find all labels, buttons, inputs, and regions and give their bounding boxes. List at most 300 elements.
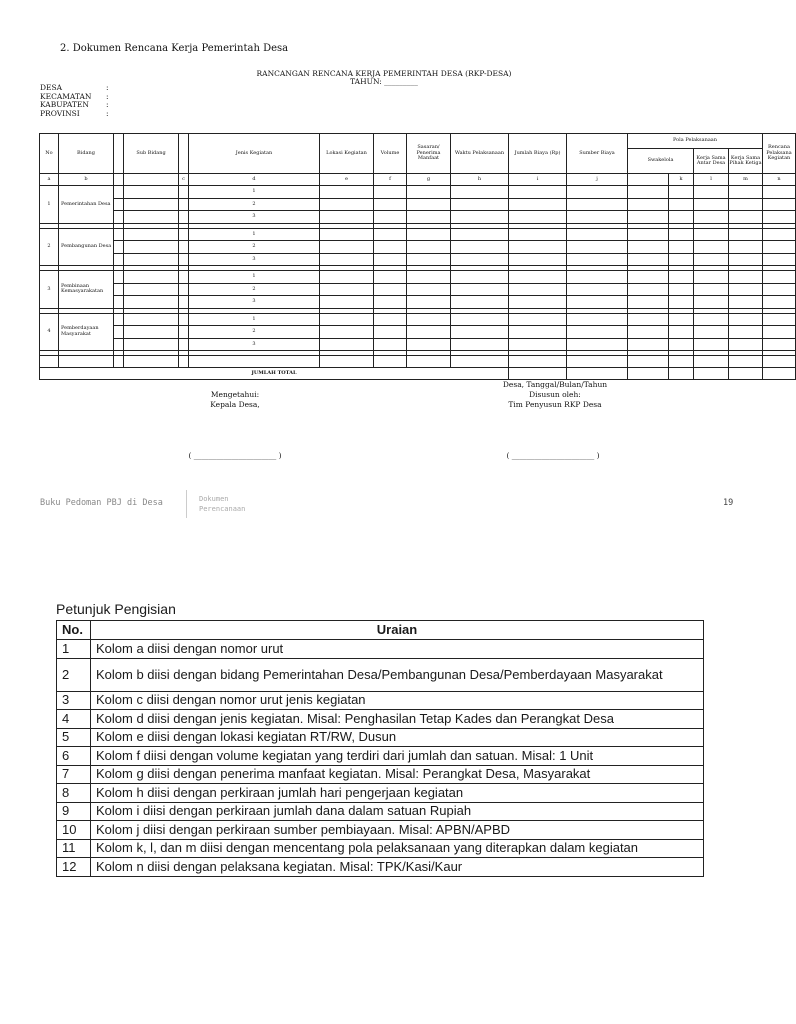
table-cell xyxy=(114,186,124,199)
table-cell xyxy=(729,228,763,241)
col-letter: i xyxy=(509,174,567,186)
table-cell xyxy=(694,271,729,284)
table-cell xyxy=(669,313,694,326)
table-cell xyxy=(669,198,694,211)
table-cell xyxy=(669,326,694,339)
header-spacer xyxy=(114,134,124,174)
table-row xyxy=(40,198,796,211)
table-cell xyxy=(763,338,796,351)
table-cell xyxy=(694,211,729,224)
table-cell xyxy=(374,211,407,224)
header-bidang: Bidang xyxy=(59,134,114,174)
table-cell xyxy=(567,211,628,224)
table-cell xyxy=(451,241,509,254)
table-cell xyxy=(407,228,451,241)
col-letter-empty xyxy=(628,174,669,186)
table-cell xyxy=(114,198,124,211)
table-cell xyxy=(374,296,407,309)
table-cell xyxy=(509,338,567,351)
petunjuk-row xyxy=(57,728,704,747)
table-cell xyxy=(320,211,374,224)
table-cell xyxy=(509,228,567,241)
petunjuk-no: 6 xyxy=(57,747,91,766)
header-rencana-pelaksana: Rencana Pelaksana Kegiatan xyxy=(763,134,796,174)
petunjuk-table xyxy=(56,620,704,877)
table-cell xyxy=(567,253,628,266)
table-cell xyxy=(40,356,59,368)
petunjuk-row xyxy=(57,765,704,784)
table-cell xyxy=(114,211,124,224)
table-cell xyxy=(407,241,451,254)
table-cell xyxy=(509,198,567,211)
table-cell xyxy=(509,326,567,339)
col-letter: f xyxy=(374,174,407,186)
table-cell xyxy=(729,211,763,224)
table-cell xyxy=(694,253,729,266)
table-cell xyxy=(179,271,189,284)
signature-right xyxy=(470,380,640,410)
table-cell xyxy=(628,211,669,224)
table-cell xyxy=(628,228,669,241)
group-no: 3 xyxy=(40,271,59,309)
table-cell xyxy=(320,198,374,211)
table-cell xyxy=(669,253,694,266)
table-cell xyxy=(729,356,763,368)
letters-row xyxy=(40,174,796,186)
group-bidang: Pemerintahan Desa xyxy=(59,186,114,224)
table-cell xyxy=(628,338,669,351)
petunjuk-uraian: Kolom a diisi dengan nomor urut xyxy=(91,640,704,659)
location-fields xyxy=(40,84,109,118)
table-cell xyxy=(374,198,407,211)
petunjuk-header-uraian: Uraian xyxy=(91,621,704,640)
table-cell xyxy=(451,198,509,211)
table-cell xyxy=(124,313,179,326)
meta-colon: : xyxy=(106,83,109,92)
table-row xyxy=(40,241,796,254)
table-cell xyxy=(628,368,669,380)
table-cell xyxy=(374,356,407,368)
sub-number: 1 xyxy=(189,313,320,326)
table-cell xyxy=(114,253,124,266)
meta-label: KECAMATAN xyxy=(40,91,92,101)
table-cell xyxy=(763,198,796,211)
table-cell xyxy=(669,368,694,380)
petunjuk-no: 5 xyxy=(57,728,91,747)
header-sasaran: Sasaran/ Penerima Manfaat xyxy=(407,134,451,174)
header-jenis-kegiatan: Jenis Kegiatan xyxy=(189,134,320,174)
table-cell xyxy=(567,271,628,284)
table-cell xyxy=(114,296,124,309)
table-cell xyxy=(628,313,669,326)
petunjuk-no: 11 xyxy=(57,839,91,858)
header-kerjasama-pihak: Kerja Sama Pihak Ketiga xyxy=(729,149,763,174)
table-cell xyxy=(320,186,374,199)
col-letter: a xyxy=(40,174,59,186)
table-cell xyxy=(179,338,189,351)
sub-number: 2 xyxy=(189,283,320,296)
table-cell xyxy=(320,253,374,266)
signature-right-line: Disusun oleh: xyxy=(529,390,581,399)
petunjuk-no: 9 xyxy=(57,802,91,821)
petunjuk-no: 2 xyxy=(57,658,91,691)
table-cell xyxy=(509,186,567,199)
table-cell xyxy=(628,271,669,284)
meta-row-provinsi xyxy=(40,110,109,119)
table-cell xyxy=(509,368,567,380)
petunjuk-uraian: Kolom d diisi dengan jenis kegiatan. Misal: Penghasilan Tetap Kades dan Perangkat Desa xyxy=(91,710,704,729)
table-row xyxy=(40,228,796,241)
table-cell xyxy=(509,271,567,284)
table-cell xyxy=(451,326,509,339)
group-bidang: Pembangunan Desa xyxy=(59,228,114,266)
footer-divider xyxy=(186,490,187,518)
table-cell xyxy=(179,241,189,254)
table-cell xyxy=(729,271,763,284)
table-cell xyxy=(179,253,189,266)
section-title: 2. Dokumen Rencana Kerja Pemerintah Desa xyxy=(60,43,289,54)
table-cell xyxy=(124,211,179,224)
table-cell xyxy=(694,356,729,368)
header-sub-bidang: Sub Bidang xyxy=(124,134,179,174)
petunjuk-uraian: Kolom g diisi dengan penerima manfaat kegiatan. Misal: Perangkat Desa, Masyarakat xyxy=(91,765,704,784)
table-cell xyxy=(407,271,451,284)
table-cell xyxy=(567,186,628,199)
header-jumlah-biaya: Jumlah Biaya (Rp) xyxy=(509,134,567,174)
petunjuk-header-no: No. xyxy=(57,621,91,640)
col-letter: m xyxy=(729,174,763,186)
header-volume: Volume xyxy=(374,134,407,174)
table-row xyxy=(40,186,796,199)
table-cell xyxy=(374,283,407,296)
table-cell xyxy=(124,326,179,339)
table-cell xyxy=(451,296,509,309)
table-cell xyxy=(763,241,796,254)
table-cell xyxy=(763,283,796,296)
col-letter: d xyxy=(189,174,320,186)
sub-number: 1 xyxy=(189,271,320,284)
meta-label: KABUPATEN xyxy=(40,100,89,110)
table-cell xyxy=(114,283,124,296)
table-cell xyxy=(124,296,179,309)
group-no: 2 xyxy=(40,228,59,266)
signature-left-blank: ( ______________________ ) xyxy=(188,451,282,460)
table-cell xyxy=(407,296,451,309)
meta-colon: : xyxy=(106,108,109,118)
table-cell xyxy=(509,211,567,224)
petunjuk-uraian: Kolom n diisi dengan pelaksana kegiatan. Misal: TPK/Kasi/Kaur xyxy=(91,858,704,877)
table-row xyxy=(40,211,796,224)
table-cell xyxy=(509,356,567,368)
table-cell xyxy=(729,296,763,309)
header-no: No xyxy=(40,134,59,174)
header-lokasi: Lokasi Kegiatan xyxy=(320,134,374,174)
table-cell xyxy=(124,253,179,266)
table-cell xyxy=(124,271,179,284)
petunjuk-no: 8 xyxy=(57,784,91,803)
table-cell xyxy=(179,211,189,224)
table-cell xyxy=(694,186,729,199)
table-cell xyxy=(694,296,729,309)
table-cell xyxy=(320,241,374,254)
page-number: 19 xyxy=(723,498,734,508)
footer-section xyxy=(199,494,245,514)
table-cell xyxy=(567,296,628,309)
table-cell xyxy=(320,313,374,326)
table-cell xyxy=(407,283,451,296)
table-cell xyxy=(124,241,179,254)
document-title: RANCANGAN RENCANA KERJA PEMERINTAH DESA (RKP-DESA) xyxy=(256,69,512,78)
table-cell xyxy=(114,326,124,339)
table-cell xyxy=(628,283,669,296)
col-letter: n xyxy=(763,174,796,186)
table-cell xyxy=(669,296,694,309)
table-cell xyxy=(179,186,189,199)
col-letter: k xyxy=(669,174,694,186)
sub-number: 1 xyxy=(189,186,320,199)
table-row xyxy=(40,283,796,296)
meta-label: PROVINSI xyxy=(40,108,80,118)
sub-number: 2 xyxy=(189,241,320,254)
table-cell xyxy=(407,338,451,351)
table-cell xyxy=(669,356,694,368)
signature-left-line: Mengetahui: xyxy=(210,390,260,399)
table-cell xyxy=(509,283,567,296)
table-cell xyxy=(451,271,509,284)
col-letter: j xyxy=(567,174,628,186)
table-cell xyxy=(763,326,796,339)
table-cell xyxy=(729,326,763,339)
table-cell xyxy=(451,313,509,326)
table-cell xyxy=(669,338,694,351)
signature-left-line: Kepala Desa, xyxy=(210,400,260,409)
table-cell xyxy=(114,338,124,351)
table-cell xyxy=(320,271,374,284)
group-no: 4 xyxy=(40,313,59,351)
table-cell xyxy=(628,186,669,199)
header-pola-pelaksanaan: Pola Pelaksanaan xyxy=(628,134,763,149)
table-cell xyxy=(763,368,796,380)
table-cell xyxy=(567,338,628,351)
table-cell xyxy=(729,253,763,266)
table-cell xyxy=(451,356,509,368)
petunjuk-row xyxy=(57,710,704,729)
table-cell xyxy=(628,356,669,368)
table-cell xyxy=(729,283,763,296)
meta-colon: : xyxy=(106,100,109,110)
table-cell xyxy=(729,198,763,211)
table-cell xyxy=(567,356,628,368)
sub-number: 3 xyxy=(189,296,320,309)
header-spacer xyxy=(179,134,189,174)
table-cell xyxy=(763,313,796,326)
table-row xyxy=(40,326,796,339)
table-cell xyxy=(694,228,729,241)
group-bidang: Pembinaan Kemasyarakatan xyxy=(59,271,114,309)
table-cell xyxy=(669,283,694,296)
table-cell xyxy=(114,228,124,241)
table-cell xyxy=(114,271,124,284)
table-cell xyxy=(763,356,796,368)
header-kerjasama-desa: Kerja Sama Antar Desa xyxy=(694,149,729,174)
group-no: 1 xyxy=(40,186,59,224)
table-cell xyxy=(374,338,407,351)
table-cell xyxy=(374,228,407,241)
table-cell xyxy=(320,296,374,309)
table-cell xyxy=(451,211,509,224)
table-cell xyxy=(451,283,509,296)
col-letter: e xyxy=(320,174,374,186)
col-letter: c xyxy=(179,174,189,186)
table-cell xyxy=(763,186,796,199)
table-cell xyxy=(509,296,567,309)
table-row xyxy=(40,313,796,326)
table-cell xyxy=(114,313,124,326)
table-cell xyxy=(320,338,374,351)
table-cell xyxy=(628,296,669,309)
meta-label: DESA xyxy=(40,83,63,92)
table-cell xyxy=(763,211,796,224)
table-cell xyxy=(320,228,374,241)
table-cell xyxy=(669,271,694,284)
table-cell xyxy=(114,241,124,254)
table-cell xyxy=(694,198,729,211)
table-cell xyxy=(114,356,124,368)
table-cell xyxy=(628,241,669,254)
table-cell xyxy=(509,253,567,266)
table-row xyxy=(40,271,796,284)
table-cell xyxy=(628,326,669,339)
petunjuk-uraian: Kolom h diisi dengan perkiraan jumlah hari pengerjaan kegiatan xyxy=(91,784,704,803)
table-cell xyxy=(763,296,796,309)
petunjuk-no: 7 xyxy=(57,765,91,784)
petunjuk-uraian: Kolom k, l, dan m diisi dengan mencentang pola pelaksanaan yang diterapkan dalam kegiatan xyxy=(91,839,704,858)
petunjuk-uraian: Kolom e diisi dengan lokasi kegiatan RT/RW, Dusun xyxy=(91,728,704,747)
table-cell xyxy=(729,338,763,351)
table-cell xyxy=(320,356,374,368)
petunjuk-row xyxy=(57,691,704,710)
table-cell xyxy=(179,228,189,241)
sub-number: 3 xyxy=(189,211,320,224)
table-cell xyxy=(694,326,729,339)
petunjuk-row xyxy=(57,839,704,858)
petunjuk-row xyxy=(57,658,704,691)
sub-number: 1 xyxy=(189,228,320,241)
table-cell xyxy=(763,253,796,266)
table-cell xyxy=(374,253,407,266)
table-cell xyxy=(763,271,796,284)
table-cell xyxy=(628,198,669,211)
petunjuk-no: 10 xyxy=(57,821,91,840)
table-cell xyxy=(509,313,567,326)
table-cell xyxy=(567,283,628,296)
petunjuk-row xyxy=(57,802,704,821)
table-cell xyxy=(669,228,694,241)
col-letter-empty xyxy=(124,174,179,186)
petunjuk-row xyxy=(57,784,704,803)
blank-row xyxy=(40,356,796,368)
table-cell xyxy=(124,186,179,199)
meta-colon: : xyxy=(106,91,109,101)
table-cell xyxy=(567,241,628,254)
petunjuk-uraian: Kolom j diisi dengan perkiraan sumber pembiayaan. Misal: APBN/APBD xyxy=(91,821,704,840)
table-cell xyxy=(694,241,729,254)
table-cell xyxy=(407,198,451,211)
table-row xyxy=(40,253,796,266)
petunjuk-row xyxy=(57,747,704,766)
document-year: TAHUN: _________ xyxy=(350,77,418,86)
table-cell xyxy=(694,283,729,296)
signature-right-blank: ( ______________________ ) xyxy=(506,451,600,460)
table-cell xyxy=(59,356,114,368)
table-cell xyxy=(374,326,407,339)
table-cell xyxy=(374,186,407,199)
table-cell xyxy=(407,326,451,339)
table-cell xyxy=(763,228,796,241)
rkp-table xyxy=(39,133,796,380)
petunjuk-row xyxy=(57,858,704,877)
petunjuk-uraian: Kolom c diisi dengan nomor urut jenis kegiatan xyxy=(91,691,704,710)
group-bidang: Pemberdayaan Masyarakat xyxy=(59,313,114,351)
table-cell xyxy=(669,241,694,254)
table-cell xyxy=(179,198,189,211)
table-cell xyxy=(451,186,509,199)
footer-section-line: Dokumen xyxy=(199,495,229,503)
total-row xyxy=(40,368,796,380)
table-cell xyxy=(179,356,189,368)
signature-right-line: Tim Penyusun RKP Desa xyxy=(508,400,602,409)
table-cell xyxy=(189,356,320,368)
table-cell xyxy=(320,283,374,296)
table-cell xyxy=(694,338,729,351)
table-cell xyxy=(179,326,189,339)
table-cell xyxy=(179,283,189,296)
petunjuk-no: 12 xyxy=(57,858,91,877)
table-row xyxy=(40,296,796,309)
petunjuk-row xyxy=(57,821,704,840)
header-waktu: Waktu Pelaksanaan xyxy=(451,134,509,174)
petunjuk-header-row xyxy=(57,621,704,640)
table-row xyxy=(40,338,796,351)
petunjuk-no: 3 xyxy=(57,691,91,710)
table-cell xyxy=(509,241,567,254)
col-letter: g xyxy=(407,174,451,186)
table-cell xyxy=(567,368,628,380)
table-cell xyxy=(694,368,729,380)
table-cell xyxy=(407,211,451,224)
table-cell xyxy=(374,271,407,284)
sub-number: 2 xyxy=(189,326,320,339)
petunjuk-no: 4 xyxy=(57,710,91,729)
footer-section-line: Perencanaan xyxy=(199,505,246,513)
sub-number: 3 xyxy=(189,253,320,266)
table-cell xyxy=(451,338,509,351)
col-letter: h xyxy=(451,174,509,186)
table-cell xyxy=(628,253,669,266)
table-cell xyxy=(407,356,451,368)
table-cell xyxy=(729,186,763,199)
table-cell xyxy=(124,338,179,351)
table-cell xyxy=(694,313,729,326)
petunjuk-no: 1 xyxy=(57,640,91,659)
table-cell xyxy=(451,228,509,241)
table-cell xyxy=(124,198,179,211)
col-letter-empty xyxy=(114,174,124,186)
petunjuk-uraian: Kolom i diisi dengan perkiraan jumlah dana dalam satuan Rupiah xyxy=(91,802,704,821)
table-cell xyxy=(567,228,628,241)
col-letter: b xyxy=(59,174,114,186)
petunjuk-title: Petunjuk Pengisian xyxy=(56,601,176,617)
